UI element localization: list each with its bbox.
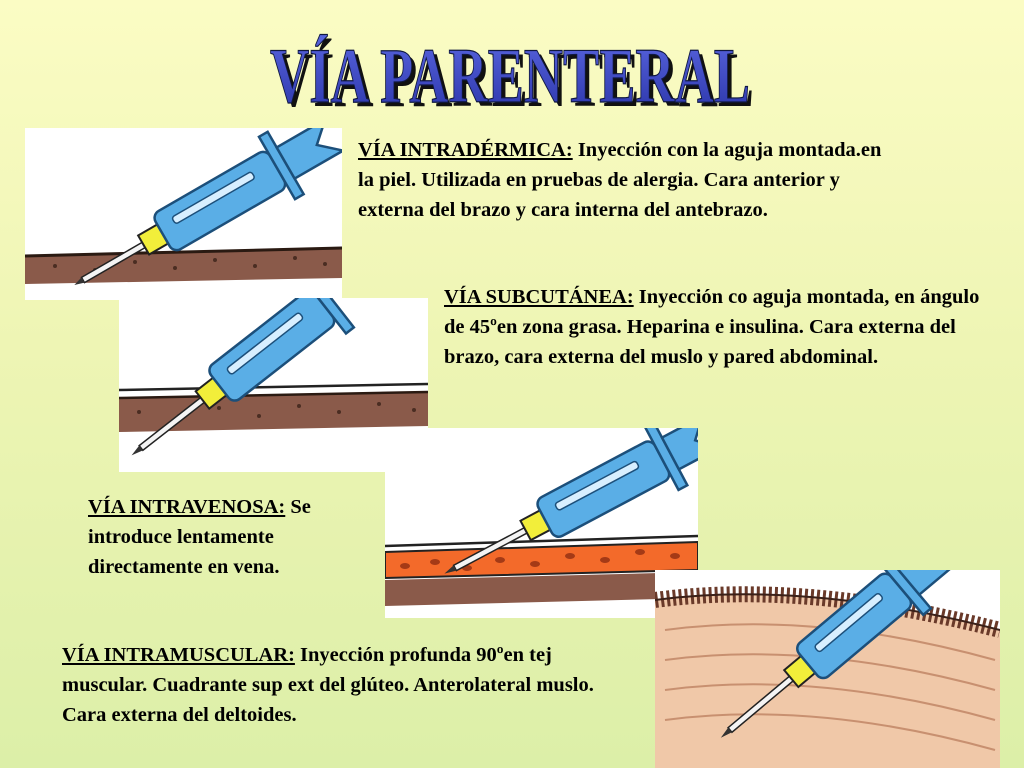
intradermal-text: [358, 135, 888, 225]
subcutaneous-illustration: [119, 298, 428, 472]
intramuscular-body: Inyección profunda 90ºen tej muscular. Cuadrante sup ext del glúteo. Anterolateral muslo. Cara externa del deltoides.: [62, 644, 594, 726]
intravenous-text: [88, 492, 353, 582]
subcutaneous-heading: VÍA SUBCUTÁNEA:: [444, 286, 634, 308]
subcutaneous-text: [444, 282, 1004, 372]
intravenous-illustration: [385, 428, 698, 618]
intravenous-body: Se introduce lentamente directamente en vena.: [88, 496, 311, 578]
intradermal-illustration: [25, 128, 342, 300]
subcutaneous-body: Inyección co aguja montada, en ángulo de 45ºen zona grasa. Heparina e insulina. Cara externa del brazo, cara externa del muslo y pared abdominal.: [444, 286, 980, 368]
intramuscular-illustration: [655, 570, 1000, 768]
intravenous-heading: VÍA INTRAVENOSA:: [88, 496, 286, 518]
intradermal-body: Inyección con la aguja montada.en la piel. Utilizada en pruebas de alergia. Cara anterior y externa del brazo y cara interna del antebrazo.: [358, 139, 882, 221]
intramuscular-heading: VÍA INTRAMUSCULAR:: [62, 644, 295, 666]
intradermal-heading: VÍA INTRADÉRMICA:: [358, 139, 573, 161]
title-text: VÍA PARENTERAL: [270, 32, 750, 119]
intramuscular-text: [62, 640, 627, 730]
title-shadow: VÍA PARENTERAL: [274, 36, 754, 120]
page-title: [270, 30, 760, 120]
